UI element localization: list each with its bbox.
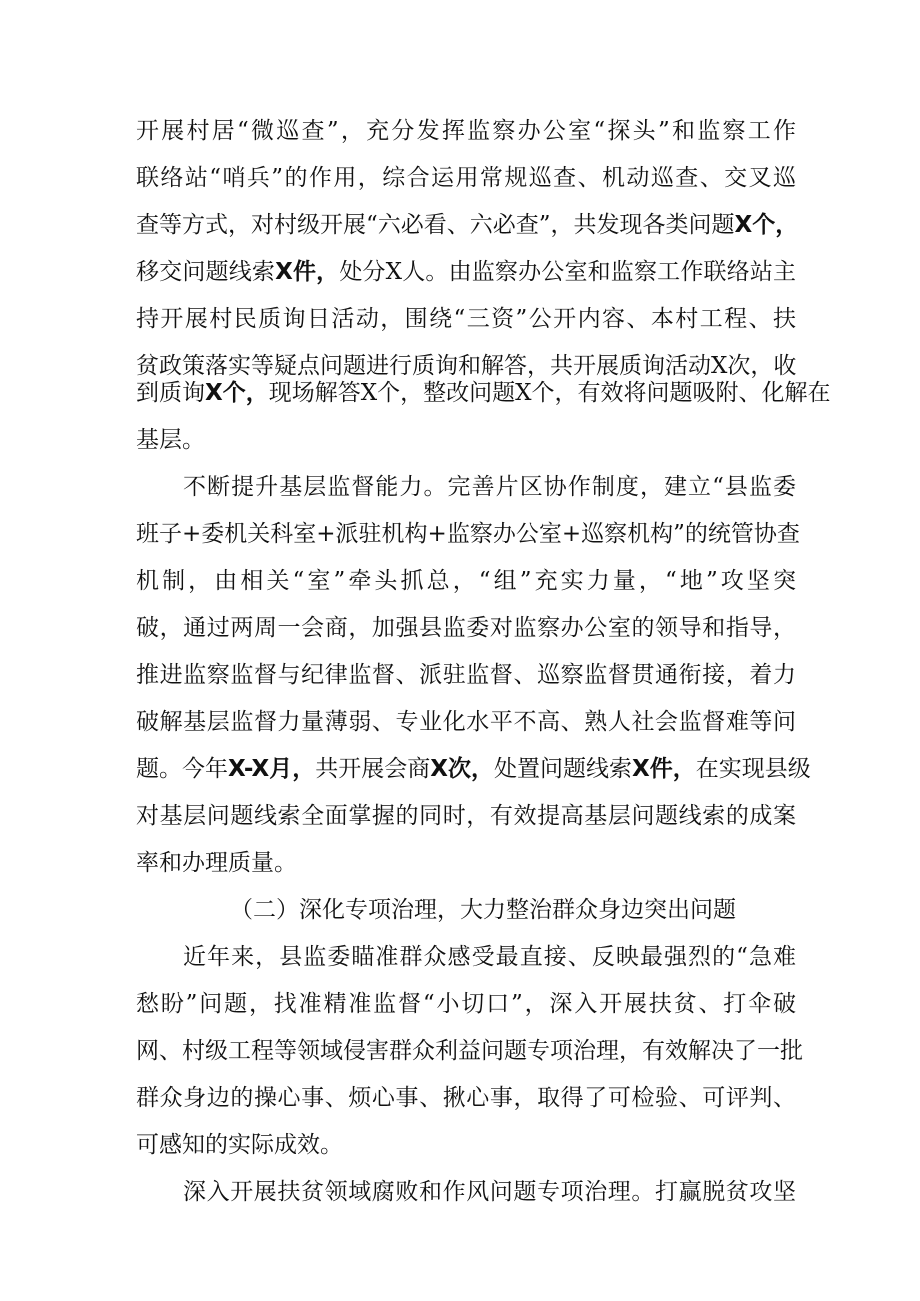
text-run: 持开展村民质询日活动，围绕“三资”公开内容、本村工程、扶 [136,306,796,332]
text-run: 推进监察监督与纪律监督、派驻监督、巡察监督贯通衔接，着力 [136,662,796,688]
paragraph-line [136,1036,803,1066]
paragraph-line [136,163,796,193]
paragraph-line [136,660,796,690]
heading-text: （二）深化专项治理，大力整治群众身边突出问题 [230,897,736,923]
text-run: 群众身边的操心事、烦心事、揪心事，取得了可检验、可评判、 [136,1085,796,1111]
paragraph-line [136,304,796,334]
paragraph-line [136,989,796,1019]
text-run: 可感知的实际成效。 [136,1132,343,1158]
paragraph-line [136,707,796,737]
text-run: 基层。 [136,427,205,453]
text-run: 机制，由相关“室”牵头抓总，“组”充实力量，“地”攻坚突 [136,568,796,594]
text-run: 对基层问题线索全面掌握的同时，有效提高基层问题线索的成案 [136,803,796,829]
text-run: 破，通过两周一会商，加强县监委对监察办公室的领导和指导， [136,615,796,641]
paragraph-line [136,425,796,455]
paragraph-first-line [183,942,796,972]
bold-text: X个， [205,380,269,406]
text-run: 移交问题线索 [136,259,276,285]
paragraph-line [136,210,799,240]
paragraph-line [136,801,796,831]
bold-text: X-X月， [228,756,316,782]
text-run: 开展村居“微巡查”，充分发挥监察办公室“探头”和监察工作 [136,118,796,144]
text-run: 班子+委机关科室+派驻机构+监察办公室+巡察机构”的统管协查 [136,521,800,547]
paragraph-line [136,1083,796,1113]
paragraph-first-line [183,1177,796,1207]
paragraph-line [136,519,800,549]
paragraph-line [136,378,831,408]
text-run: 题。今年 [136,756,228,782]
text-run: 贫政策落实等疑点问题进行质询和解答，共开展质询活动X次，收 [136,353,797,379]
paragraph-line [136,1130,796,1160]
text-run: 深入开展扶贫领域腐败和作风问题专项治理。打赢脱贫攻坚 [183,1179,796,1205]
text-run: 率和办理质量。 [136,850,297,876]
paragraph-line [136,351,796,381]
paragraph-first-line [183,472,796,502]
bold-text: X次， [430,756,494,782]
paragraph-line [136,613,796,643]
paragraph-line [136,848,796,878]
bold-text: X件， [275,259,340,285]
text-run: 不断提升基层监督能力。完善片区协作制度，建立“县监委 [183,474,796,500]
section-heading [230,895,750,925]
paragraph-line [136,566,796,596]
bold-text: X件， [632,756,696,782]
text-run: 破解基层监督力量薄弱、专业化水平不高、熟人社会监督难等问 [136,709,796,735]
paragraph-line [136,754,811,784]
text-run: 处分X人。由监察办公室和监察工作联络站主 [339,259,797,285]
text-run: 处置问题线索 [494,756,632,782]
text-run: 到质询 [136,380,205,406]
text-run: 网、村级工程等领域侵害群众利益问题专项治理，有效解决了一批 [136,1038,803,1064]
text-run: 现场解答X个，整改问题X个，有效将问题吸附、化解在 [268,380,831,406]
text-run: 共开展会商 [315,756,431,782]
text-run: 联络站“哨兵”的作用，综合运用常规巡查、机动巡查、交叉巡 [136,165,796,191]
text-run: 查等方式，对村级开展“六必看、六必查”，共发现各类问题 [136,212,735,238]
paragraph-line [136,257,796,287]
text-run: 愁盼”问题，找准精准监督“小切口”，深入开展扶贫、打伞破 [136,991,796,1017]
text-run: 在实现县级 [695,756,811,782]
text-run: 近年来，县监委瞄准群众感受最直接、反映最强烈的“急难 [183,944,796,970]
paragraph-line [136,116,796,146]
bold-text: X个， [734,212,799,238]
